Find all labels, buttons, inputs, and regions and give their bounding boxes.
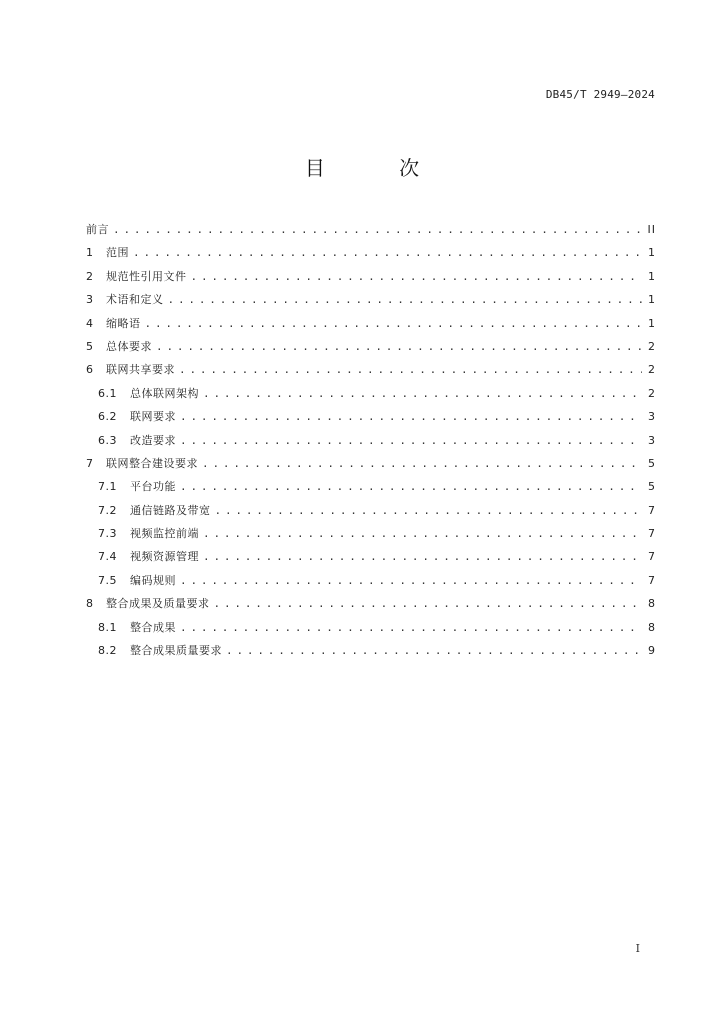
toc-dot-leader bbox=[180, 569, 642, 592]
toc-entry-number: 7.5 bbox=[98, 573, 117, 587]
toc-title: 目 次 bbox=[304, 156, 454, 180]
toc-dot-leader bbox=[180, 429, 642, 452]
toc-entry-page: 3 bbox=[648, 433, 656, 447]
toc-entry-number: 8.2 bbox=[98, 644, 117, 658]
toc-entry[interactable] bbox=[86, 358, 656, 381]
toc-entry-label: 总体要求 bbox=[106, 339, 152, 353]
toc-entry[interactable] bbox=[86, 218, 656, 241]
toc-entry[interactable] bbox=[86, 592, 656, 615]
toc-entry-number: 8.1 bbox=[98, 620, 117, 634]
toc-entry-number: 6 bbox=[86, 363, 94, 377]
toc-entry[interactable] bbox=[86, 452, 656, 475]
toc-dot-leader bbox=[203, 545, 642, 568]
toc-dot-leader bbox=[180, 475, 642, 498]
toc-entry-page: 9 bbox=[648, 644, 656, 658]
toc-entry[interactable] bbox=[86, 335, 656, 358]
toc-entry[interactable] bbox=[86, 405, 656, 428]
toc-dot-leader bbox=[180, 405, 642, 428]
toc-entry-number: 7 bbox=[86, 456, 94, 470]
toc-entry-page: 7 bbox=[648, 550, 656, 564]
toc-entry-label: 总体联网架构 bbox=[130, 386, 199, 400]
toc-entry[interactable] bbox=[86, 522, 656, 545]
toc-entry-page: 1 bbox=[648, 316, 656, 330]
toc-entry-number: 7.3 bbox=[98, 527, 117, 541]
toc-entry-number: 7.4 bbox=[98, 550, 117, 564]
toc-entry-page: 2 bbox=[648, 386, 656, 400]
toc-entry-number: 6.1 bbox=[98, 386, 117, 400]
toc-dot-leader bbox=[133, 241, 642, 264]
toc-entry-page: 7 bbox=[648, 503, 656, 517]
toc-entry-label: 联网整合建设要求 bbox=[106, 456, 198, 470]
toc-entry-label: 联网要求 bbox=[130, 410, 176, 424]
toc-entry[interactable] bbox=[86, 241, 656, 264]
toc-entry-page: 2 bbox=[648, 339, 656, 353]
toc-entry-page: II bbox=[647, 223, 656, 236]
toc-entry-page: 7 bbox=[648, 573, 656, 587]
toc-entry[interactable] bbox=[86, 288, 656, 311]
toc-entry-label: 术语和定义 bbox=[106, 293, 164, 307]
table-of-contents bbox=[86, 218, 656, 662]
toc-dot-leader bbox=[180, 616, 642, 639]
toc-entry[interactable] bbox=[86, 429, 656, 452]
toc-entry[interactable] bbox=[86, 499, 656, 522]
toc-entry[interactable] bbox=[86, 616, 656, 639]
toc-entry-number: 6.3 bbox=[98, 433, 117, 447]
toc-entry-page: 1 bbox=[648, 269, 656, 283]
toc-entry-number: 7.2 bbox=[98, 503, 117, 517]
toc-entry[interactable] bbox=[86, 265, 656, 288]
toc-entry[interactable] bbox=[86, 545, 656, 568]
toc-dot-leader bbox=[168, 288, 643, 311]
toc-entry-number: 1 bbox=[86, 246, 94, 260]
toc-entry-page: 5 bbox=[648, 456, 656, 470]
toc-entry[interactable] bbox=[86, 639, 656, 662]
toc-entry-page: 7 bbox=[648, 527, 656, 541]
toc-entry-page: 8 bbox=[648, 620, 656, 634]
toc-dot-leader bbox=[203, 522, 642, 545]
toc-entry[interactable] bbox=[86, 312, 656, 335]
toc-entry-label: 编码规则 bbox=[130, 573, 176, 587]
toc-dot-leader bbox=[156, 335, 642, 358]
toc-dot-leader bbox=[215, 499, 643, 522]
toc-entry-number: 2 bbox=[86, 269, 94, 283]
toc-dot-leader bbox=[191, 265, 643, 288]
toc-entry-number: 3 bbox=[86, 293, 94, 307]
toc-entry-number: 5 bbox=[86, 339, 94, 353]
toc-dot-leader bbox=[145, 312, 643, 335]
toc-entry-label: 联网共享要求 bbox=[106, 363, 175, 377]
toc-entry-label: 整合成果质量要求 bbox=[130, 644, 222, 658]
toc-dot-leader bbox=[179, 358, 642, 381]
toc-entry-number: 6.2 bbox=[98, 410, 117, 424]
toc-entry-label: 规范性引用文件 bbox=[106, 269, 187, 283]
toc-entry-number: 4 bbox=[86, 316, 94, 330]
document-code: DB45/T 2949—2024 bbox=[545, 88, 655, 101]
toc-dot-leader bbox=[203, 382, 642, 405]
toc-entry-page: 5 bbox=[648, 480, 656, 494]
toc-entry-page: 2 bbox=[648, 363, 656, 377]
toc-entry[interactable] bbox=[86, 569, 656, 592]
toc-dot-leader bbox=[214, 592, 643, 615]
toc-entry-label: 平台功能 bbox=[130, 480, 176, 494]
toc-entry-label: 通信链路及带宽 bbox=[130, 503, 211, 517]
toc-entry-label: 改造要求 bbox=[130, 433, 176, 447]
toc-entry-label: 整合成果 bbox=[130, 620, 176, 634]
toc-entry-label: 前言 bbox=[86, 223, 109, 236]
toc-entry-number: 8 bbox=[86, 597, 94, 611]
toc-entry-page: 1 bbox=[648, 293, 656, 307]
toc-entry-label: 视频监控前端 bbox=[130, 527, 199, 541]
toc-entry[interactable] bbox=[86, 475, 656, 498]
toc-dot-leader bbox=[226, 639, 642, 662]
page-number: I bbox=[635, 942, 640, 955]
toc-entry-label: 整合成果及质量要求 bbox=[106, 597, 210, 611]
toc-entry-label: 视频资源管理 bbox=[130, 550, 199, 564]
toc-entry-page: 8 bbox=[648, 597, 656, 611]
toc-entry-number: 7.1 bbox=[98, 480, 117, 494]
toc-dot-leader bbox=[202, 452, 642, 475]
toc-entry[interactable] bbox=[86, 382, 656, 405]
toc-entry-page: 1 bbox=[648, 246, 656, 260]
toc-entry-label: 缩略语 bbox=[106, 316, 141, 330]
toc-entry-page: 3 bbox=[648, 410, 656, 424]
toc-entry-label: 范围 bbox=[106, 246, 129, 260]
toc-dot-leader bbox=[113, 218, 642, 241]
